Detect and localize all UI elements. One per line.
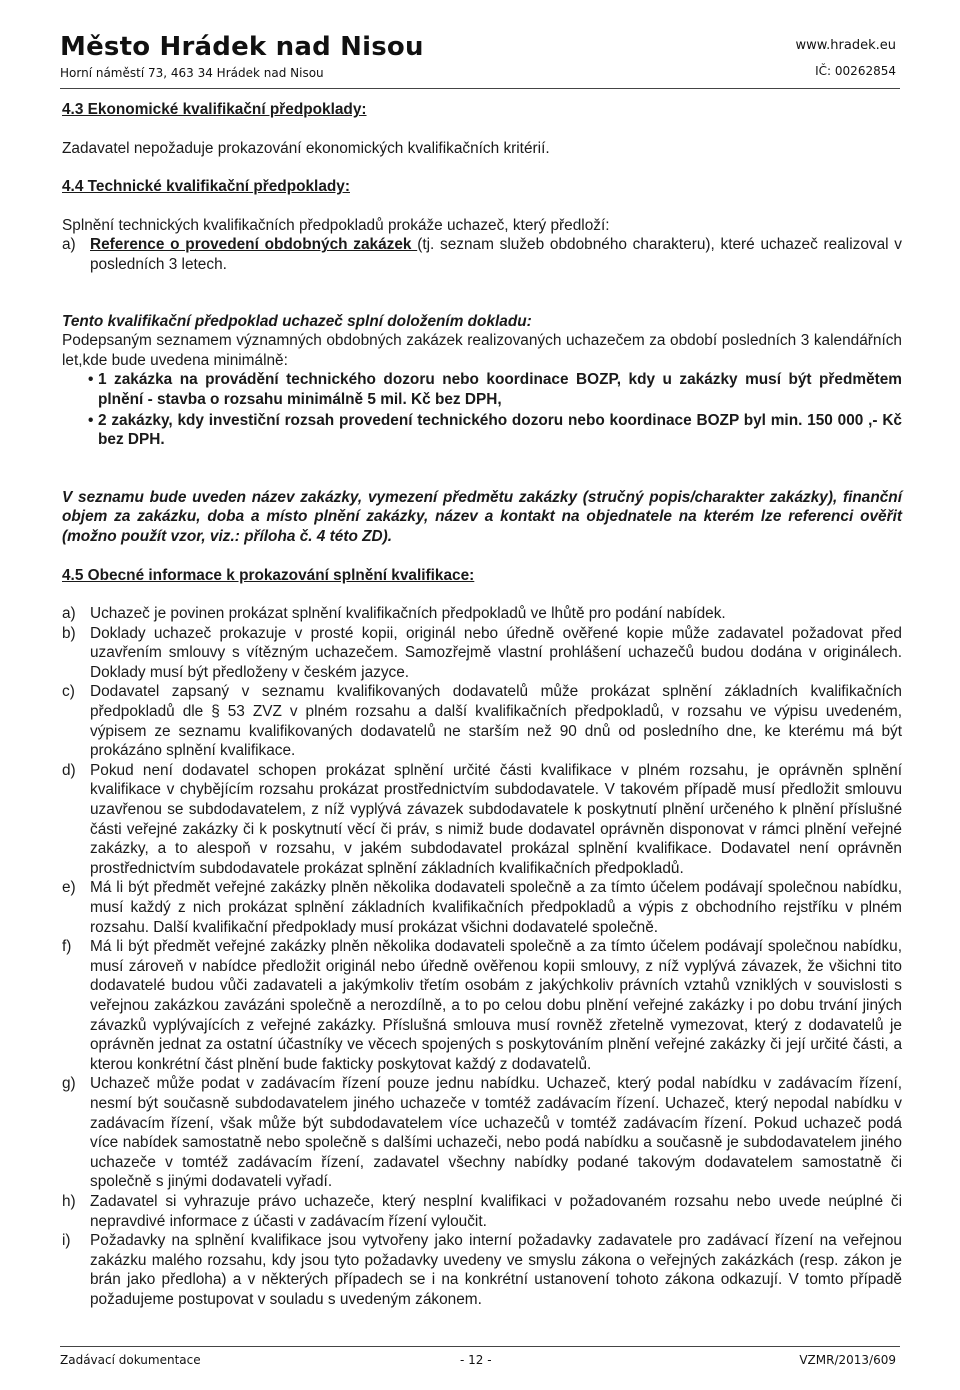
list-item-label: h) [62,1192,76,1210]
section-heading-4-5: 4.5 Obecné informace k prokazování splnění kvalifikace: [62,566,475,584]
list-item-text: Má li být předmět veřejné zakázky plněn několika dodavateli společně a za tímto účelem podávají společnou nabídku, musí zároveň v nabídce předložit originál nebo úředně ověřenou kopii smlouvy, z níž vyplývá závazek, že všichni tito dodavatelé budou vůči zadavateli a jakýmkoliv třetím osobám z jakýchkoliv právních vztahů vzniklých v souvislosti s veřejnou zakázkou zavázáni společně a nerozdílně, a to po celou dobu plnění veřejné zakázky i po dobu trvání jiných závazků vyplývajících z veřejné zakázky. Příslušná smlouva musí rovněž zřetelně vymezovat, který z dodavatelů je oprávněn jednat za ostatní účastníky ve věcech spojených s poskytováním plnění veřejné zakázky či její určité části, a kterou konkrétní část plnění bude fakticky poskytovat každý z dodavatelů. [90,938,902,1073]
list-item [62,411,902,450]
list-item-label: a) [62,236,76,254]
list-item-text: Dodavatel zapsaný v seznamu kvalifikovaných dodavatelů může prokázat splnění základních kvalifikačních předpokladů dle § 53 ZVZ v plném rozsahu a další kvalifikačních předpokladů, v rozsahu ve výpisu uvedeném, výpisem ze seznamu kvalifikovaných dodavatelů ne starším než 90 dnů od posledního dne, ke kterému má být prokázáno splnění kvalifikace. [90,683,902,760]
section-4-4-intro: Splnění technických kvalifikačních předpokladů prokáže uchazeč, který předloží: [62,216,610,234]
footer-document-name: Zadávací dokumentace [60,1353,201,1367]
list-item-label: a) [62,605,76,623]
page-header [60,30,900,89]
list-item [62,682,902,760]
bullet-icon: • [88,411,94,429]
list-item [62,1231,902,1309]
list-item [62,370,902,409]
list-item [62,1192,902,1231]
section-heading-4-3: 4.3 Ekonomické kvalifikační předpoklady: [62,101,367,118]
general-info-list [62,604,902,1309]
reference-description: (tj. seznam služeb obdobného charakteru), které uchazeč realizoval v posledních 3 letech. [90,236,902,273]
header-address: Horní náměstí 73, 463 34 Hrádek nad Nisou [60,66,324,80]
list-item-label: c) [62,683,75,701]
list-item-text [90,235,902,274]
requirements-list [62,370,902,449]
list-item-text: Požadavky na splnění kvalifikace jsou vytvořeny jako interní požadavky zadavatele pro zadávací řízení na veřejnou zakázku malého rozsahu, kdy jsou tyto požadavky uvedeny ve smyslu zákona o veřejných zakázkách (resp. zákon je brán jako předloha) a v některých případech se i na konkrétní ustanovení tohoto zákona odkazují. V tomto případě požadujeme postupovat v souladu s uvedeným zákonem. [90,1232,902,1308]
reference-note: V seznamu bude uveden název zakázky, vymezení předmětu zakázky (stručný popis/charakter zakázky), finanční objem za zakázku, doba a místo plnění zakázky, název a kontakt na objednatele na kterém lze referenci ověřit (možno použít vzor, viz.: příloha č. 4 této ZD). [62,488,902,545]
page-footer [60,1346,900,1369]
section-4-3-text: Zadavatel nepožaduje prokazování ekonomických kvalifikačních kritérií. [62,139,550,157]
bullet-icon: • [88,371,94,389]
header-website: www.hradek.eu [795,38,896,53]
list-item [62,878,902,937]
document-body [62,100,902,1309]
list-item [62,937,902,1074]
list-item-label: e) [62,879,76,897]
requirement-text: 2 zakázky, kdy investiční rozsah provedení technického dozoru nebo koordinace BOZP byl min. 150 000 ,- Kč bez DPH. [98,411,902,449]
list-item-text: Uchazeč může podat v zadávacím řízení pouze jednu nabídku. Uchazeč, který podal nabídku v zadávacím řízení, nesmí být současně subdodavatelem jiného uchazeče v tomtéž zadávacím řízení. Uchazeč, který nepodal nabídku v zadávacím řízení, však může být subdodavatelem více uchazečů v tomtéž zadávacím řízení. Pokud uchazeč podá více nabídek samostatně nebo společně s dalšími uchazeči, nebo podá nabídku a současně je subdodavatelem jiného uchazeče v tomtéž zadávacím řízení, zadavatel všechny nabídky podané takovým dodavatelem samostatně či společně s jinými dodavateli vyřadí. [90,1075,902,1191]
list-item [62,624,902,683]
list-item [62,604,902,624]
list-item-label: i) [62,1232,71,1250]
list-item-text: Pokud není dodavatel schopen prokázat splnění určité části kvalifikace v plném rozsahu, je oprávněn splnění kvalifikace v chybějícím rozsahu prokázat prostřednictvím subdodavatele. V takovém případě musí předložit smlouvu uzavřenou se subdodavatelem, z níž vyplývá závazek subdodavatele k poskytnutí plnění určeného k plnění příslušné části veřejné zakázky či k poskytnutí věcí či práv, s nimiž bude dodavatel oprávněn disponovat v rámci plnění veřejné zakázky, a to alespoň v rozsahu, v jakém subdodavatel prokázal splnění kvalifikace. Dodavatel není oprávněn prostřednictvím subdodavatele prokázat splnění základních kvalifikačních předpokladů. [90,761,902,877]
header-ic: IČ: 00262854 [815,64,896,78]
list-item-label: g) [62,1075,76,1093]
reference-term: Reference o provedení obdobných zakázek [90,236,418,254]
proof-heading: Tento kvalifikační předpoklad uchazeč splní doložením dokladu: [62,312,532,330]
list-item-text: Zadavatel si vyhrazuje právo uchazeče, který nesplní kvalifikaci v požadovaném rozsahu nebo uvede neúplné či nepravdivé informace z účasti v zadávacím řízení vyloučit. [90,1192,902,1230]
footer-reference: VZMR/2013/609 [799,1353,896,1367]
list-item-text: Má li být předmět veřejné zakázky plněn několika dodavateli společně a za tímto účelem podávají společnou nabídku, musí každý z nich prokázat splnění základních kvalifikačních předpokladů a výpis z obchodního rejstříku v plném rozsahu. Další kvalifikační předpoklady musí prokázat všichni dodavatelé společně. [90,879,902,936]
list-item-text: Uchazeč je povinen prokázat splnění kvalifikačních předpokladů ve lhůtě pro podání nabídek. [90,605,726,623]
list-item [62,761,902,879]
list-item-label: b) [62,624,76,642]
section-heading-4-4: 4.4 Technické kvalifikační předpoklady: [62,178,350,196]
proof-text: Podepsaným seznamem významných obdobných zakázek realizovaných uchazečem za období posledních 3 kalendářních let,kde bude uvedena minimálně: [62,332,902,369]
list-item [62,235,902,274]
list-item-text: Doklady uchazeč prokazuje v prosté kopii, originál nebo úředně ověřené kopie může zadavatel požadovat před uzavřením smlouvy s vítězným uchazečem. Samozřejmě vlastní prohlášení uchazečů budou dodána v originálech. Doklady musí být předloženy v českém jazyce. [90,624,902,681]
list-item [62,1074,902,1192]
list-item-label: d) [62,761,76,779]
header-title: Město Hrádek nad Nisou [60,32,424,62]
page-number: - 12 - [460,1353,492,1367]
requirement-text: 1 zakázka na provádění technického dozoru nebo koordinace BOZP, kdy u zakázky musí být předmětem plnění - stavba o rozsahu minimálně 5 mil. Kč bez DPH, [98,371,902,408]
list-item-label: f) [62,938,72,956]
